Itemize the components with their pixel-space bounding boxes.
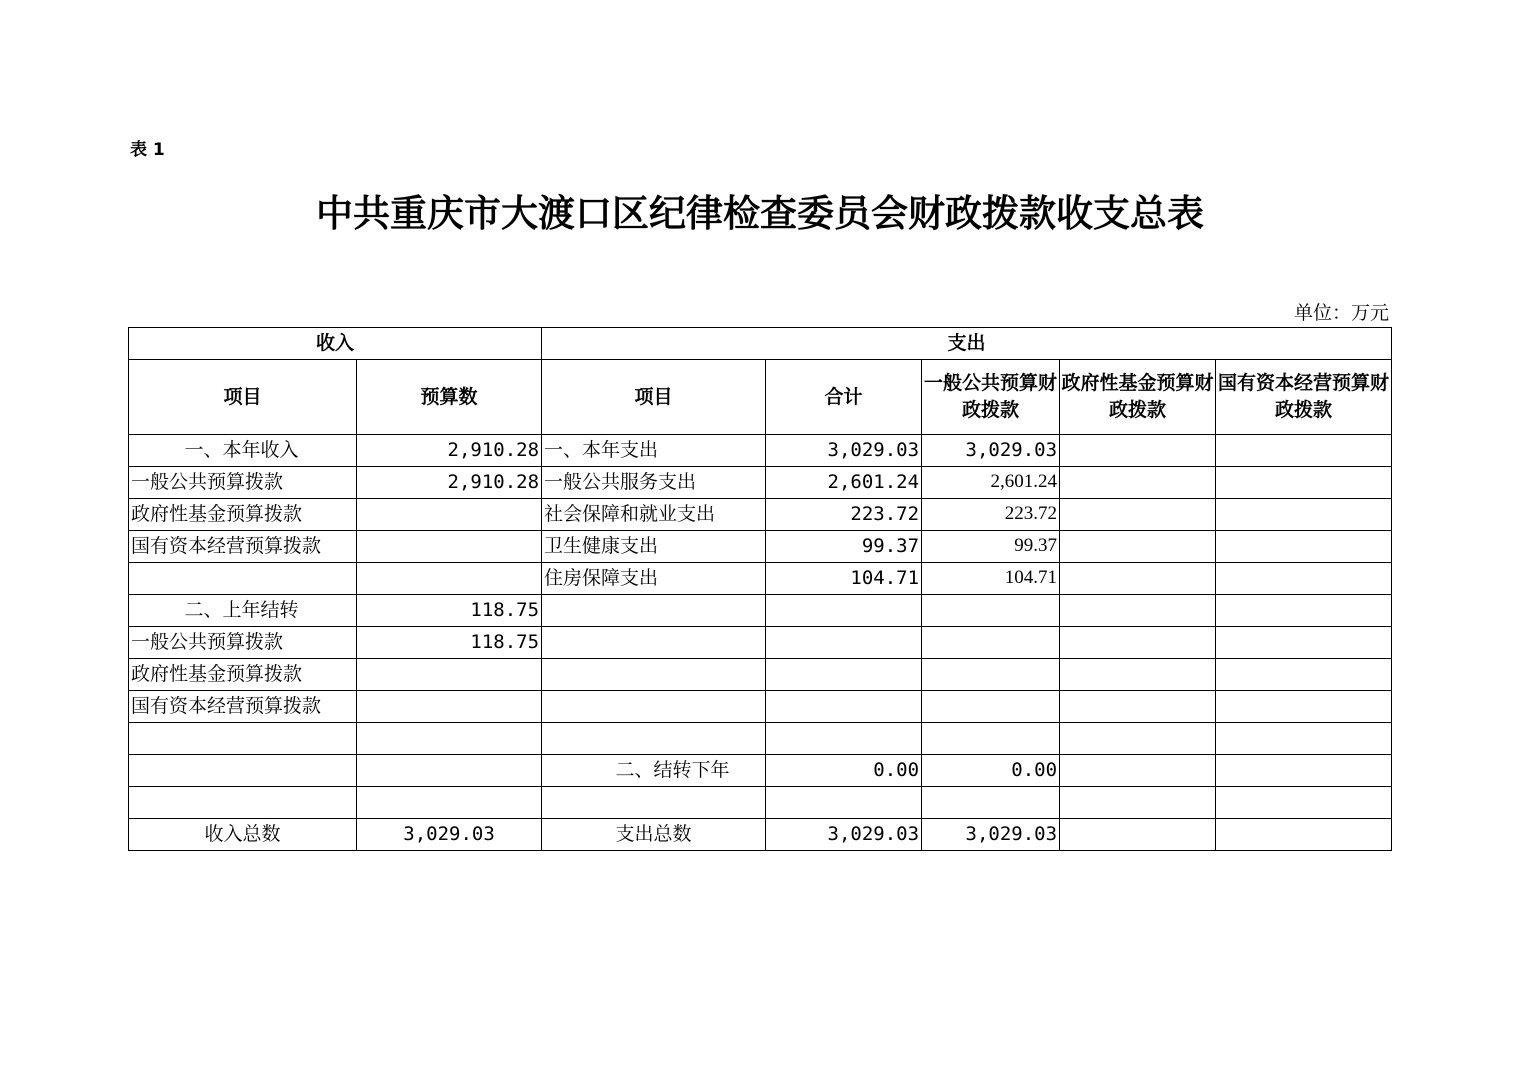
cell-income-budget bbox=[357, 691, 542, 723]
cell-gov-fund bbox=[1060, 435, 1216, 467]
cell-general-budget: 3,029.03 bbox=[922, 819, 1060, 851]
cell-income-budget bbox=[357, 563, 542, 595]
table-row bbox=[129, 691, 1392, 723]
column-header-row bbox=[129, 360, 1392, 435]
table-row bbox=[129, 595, 1392, 627]
header-expense-item: 项目 bbox=[542, 360, 766, 435]
cell-expense-item bbox=[542, 723, 766, 755]
cell-general-budget bbox=[922, 595, 1060, 627]
cell-gov-fund bbox=[1060, 627, 1216, 659]
cell-income-item: 一般公共预算拨款 bbox=[129, 627, 357, 659]
cell-gov-fund bbox=[1060, 819, 1216, 851]
cell-state-capital bbox=[1216, 563, 1392, 595]
income-group-header: 收入 bbox=[129, 328, 542, 360]
cell-income-item: 国有资本经营预算拨款 bbox=[129, 531, 357, 563]
cell-income-item: 一般公共预算拨款 bbox=[129, 467, 357, 499]
cell-expense-total bbox=[766, 723, 922, 755]
cell-income-budget: 118.75 bbox=[357, 595, 542, 627]
cell-income-item bbox=[129, 787, 357, 819]
cell-income-item: 一、本年收入 bbox=[129, 435, 357, 467]
cell-expense-total: 3,029.03 bbox=[766, 819, 922, 851]
unit-label: 单位：万元 bbox=[1293, 302, 1389, 324]
cell-gov-fund bbox=[1060, 467, 1216, 499]
cell-state-capital bbox=[1216, 723, 1392, 755]
cell-state-capital bbox=[1216, 755, 1392, 787]
cell-gov-fund bbox=[1060, 531, 1216, 563]
cell-state-capital bbox=[1216, 659, 1392, 691]
cell-expense-total bbox=[766, 595, 922, 627]
cell-income-item: 收入总数 bbox=[129, 819, 357, 851]
header-state-capital: 国有资本经营预算财政拨款 bbox=[1216, 360, 1392, 435]
cell-general-budget: 99.37 bbox=[922, 531, 1060, 563]
cell-income-budget: 3,029.03 bbox=[357, 819, 542, 851]
cell-expense-total bbox=[766, 627, 922, 659]
budget-summary-table bbox=[128, 327, 1392, 851]
cell-state-capital bbox=[1216, 691, 1392, 723]
cell-expense-total: 2,601.24 bbox=[766, 467, 922, 499]
cell-state-capital bbox=[1216, 627, 1392, 659]
cell-general-budget bbox=[922, 691, 1060, 723]
table-row bbox=[129, 531, 1392, 563]
table-row bbox=[129, 435, 1392, 467]
cell-gov-fund bbox=[1060, 659, 1216, 691]
cell-state-capital bbox=[1216, 595, 1392, 627]
table-row bbox=[129, 819, 1392, 851]
cell-income-budget bbox=[357, 659, 542, 691]
cell-state-capital bbox=[1216, 499, 1392, 531]
cell-state-capital bbox=[1216, 819, 1392, 851]
cell-expense-total bbox=[766, 659, 922, 691]
cell-income-item: 政府性基金预算拨款 bbox=[129, 659, 357, 691]
cell-income-item: 政府性基金预算拨款 bbox=[129, 499, 357, 531]
cell-expense-total: 0.00 bbox=[766, 755, 922, 787]
cell-expense-item bbox=[542, 691, 766, 723]
cell-general-budget bbox=[922, 787, 1060, 819]
cell-income-item: 国有资本经营预算拨款 bbox=[129, 691, 357, 723]
cell-income-budget: 2,910.28 bbox=[357, 467, 542, 499]
cell-state-capital bbox=[1216, 467, 1392, 499]
cell-general-budget: 223.72 bbox=[922, 499, 1060, 531]
cell-income-budget: 118.75 bbox=[357, 627, 542, 659]
cell-income-item bbox=[129, 563, 357, 595]
table-row bbox=[129, 467, 1392, 499]
cell-general-budget: 104.71 bbox=[922, 563, 1060, 595]
table-row bbox=[129, 787, 1392, 819]
table-body bbox=[129, 328, 1392, 851]
cell-gov-fund bbox=[1060, 691, 1216, 723]
cell-income-item bbox=[129, 755, 357, 787]
cell-expense-item bbox=[542, 659, 766, 691]
cell-gov-fund bbox=[1060, 787, 1216, 819]
cell-expense-item: 卫生健康支出 bbox=[542, 531, 766, 563]
cell-expense-item: 社会保障和就业支出 bbox=[542, 499, 766, 531]
document-title: 中共重庆市大渡口区纪律检查委员会财政拨款收支总表 bbox=[316, 192, 1204, 235]
cell-expense-item bbox=[542, 595, 766, 627]
expense-group-header: 支出 bbox=[542, 328, 1392, 360]
cell-expense-total: 99.37 bbox=[766, 531, 922, 563]
table-row bbox=[129, 499, 1392, 531]
cell-general-budget bbox=[922, 723, 1060, 755]
cell-income-budget bbox=[357, 755, 542, 787]
cell-expense-item: 住房保障支出 bbox=[542, 563, 766, 595]
cell-gov-fund bbox=[1060, 755, 1216, 787]
header-gov-fund: 政府性基金预算财政拨款 bbox=[1060, 360, 1216, 435]
cell-gov-fund bbox=[1060, 595, 1216, 627]
cell-state-capital bbox=[1216, 531, 1392, 563]
cell-general-budget: 2,601.24 bbox=[922, 467, 1060, 499]
header-income-budget: 预算数 bbox=[357, 360, 542, 435]
table-row bbox=[129, 659, 1392, 691]
cell-expense-total: 3,029.03 bbox=[766, 435, 922, 467]
cell-income-budget bbox=[357, 531, 542, 563]
cell-income-budget: 2,910.28 bbox=[357, 435, 542, 467]
cell-gov-fund bbox=[1060, 723, 1216, 755]
cell-expense-total: 223.72 bbox=[766, 499, 922, 531]
table-row bbox=[129, 723, 1392, 755]
cell-expense-item: 二、结转下年 bbox=[542, 755, 766, 787]
cell-income-budget bbox=[357, 499, 542, 531]
cell-expense-total bbox=[766, 787, 922, 819]
header-general-budget: 一般公共预算财政拨款 bbox=[922, 360, 1060, 435]
cell-general-budget: 3,029.03 bbox=[922, 435, 1060, 467]
cell-general-budget bbox=[922, 659, 1060, 691]
table-row bbox=[129, 627, 1392, 659]
group-header-row bbox=[129, 328, 1392, 360]
cell-gov-fund bbox=[1060, 563, 1216, 595]
cell-income-budget bbox=[357, 723, 542, 755]
cell-gov-fund bbox=[1060, 499, 1216, 531]
header-income-item: 项目 bbox=[129, 360, 357, 435]
cell-expense-item bbox=[542, 787, 766, 819]
table-row bbox=[129, 755, 1392, 787]
cell-expense-item: 一般公共服务支出 bbox=[542, 467, 766, 499]
cell-income-budget bbox=[357, 787, 542, 819]
cell-expense-total bbox=[766, 691, 922, 723]
cell-general-budget: 0.00 bbox=[922, 755, 1060, 787]
table-row bbox=[129, 563, 1392, 595]
cell-expense-item bbox=[542, 627, 766, 659]
cell-expense-item: 支出总数 bbox=[542, 819, 766, 851]
cell-expense-item: 一、本年支出 bbox=[542, 435, 766, 467]
table-number-label: 表 1 bbox=[130, 140, 165, 160]
cell-state-capital bbox=[1216, 435, 1392, 467]
header-expense-total: 合计 bbox=[766, 360, 922, 435]
cell-general-budget bbox=[922, 627, 1060, 659]
cell-state-capital bbox=[1216, 787, 1392, 819]
cell-income-item: 二、上年结转 bbox=[129, 595, 357, 627]
cell-expense-total: 104.71 bbox=[766, 563, 922, 595]
cell-income-item bbox=[129, 723, 357, 755]
